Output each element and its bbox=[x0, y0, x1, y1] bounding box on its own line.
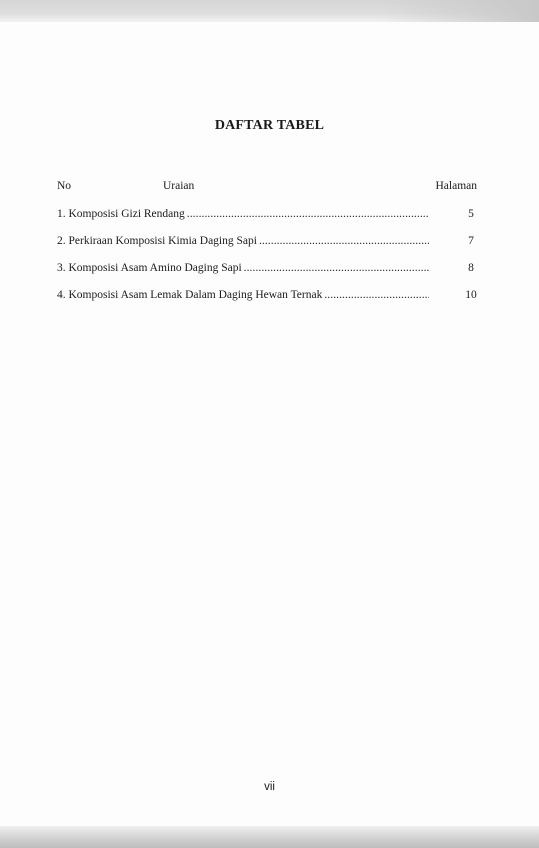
header-uraian: Uraian bbox=[163, 180, 195, 192]
dot-leader bbox=[259, 235, 429, 247]
list-item bbox=[57, 208, 477, 224]
dot-leader bbox=[187, 208, 429, 220]
scan-edge-top-shadow bbox=[379, 0, 539, 22]
list-item bbox=[57, 235, 477, 251]
table-list bbox=[57, 208, 477, 316]
page-number: vii bbox=[264, 781, 275, 793]
list-item-page: 5 bbox=[468, 208, 474, 220]
page-title: DAFTAR TABEL bbox=[214, 118, 325, 133]
list-item bbox=[57, 262, 477, 278]
list-item-label: 4. Komposisi Asam Lemak Dalam Daging Hewan Ternak bbox=[57, 289, 323, 301]
header-no: No bbox=[57, 180, 72, 192]
list-item-page: 7 bbox=[468, 235, 474, 247]
list-item-page: 8 bbox=[468, 262, 474, 274]
list-item-page: 10 bbox=[465, 289, 477, 301]
list-item-label: 3. Komposisi Asam Amino Daging Sapi bbox=[57, 262, 242, 274]
table-list-header bbox=[57, 180, 477, 196]
list-item bbox=[57, 289, 477, 305]
list-item-label: 1. Komposisi Gizi Rendang bbox=[57, 208, 185, 220]
dot-leader bbox=[244, 262, 429, 274]
dot-leader bbox=[324, 289, 429, 301]
list-item-label: 2. Perkiraan Komposisi Kimia Daging Sapi bbox=[57, 235, 257, 247]
scan-edge-bottom bbox=[0, 826, 539, 848]
header-halaman: Halaman bbox=[435, 180, 477, 192]
